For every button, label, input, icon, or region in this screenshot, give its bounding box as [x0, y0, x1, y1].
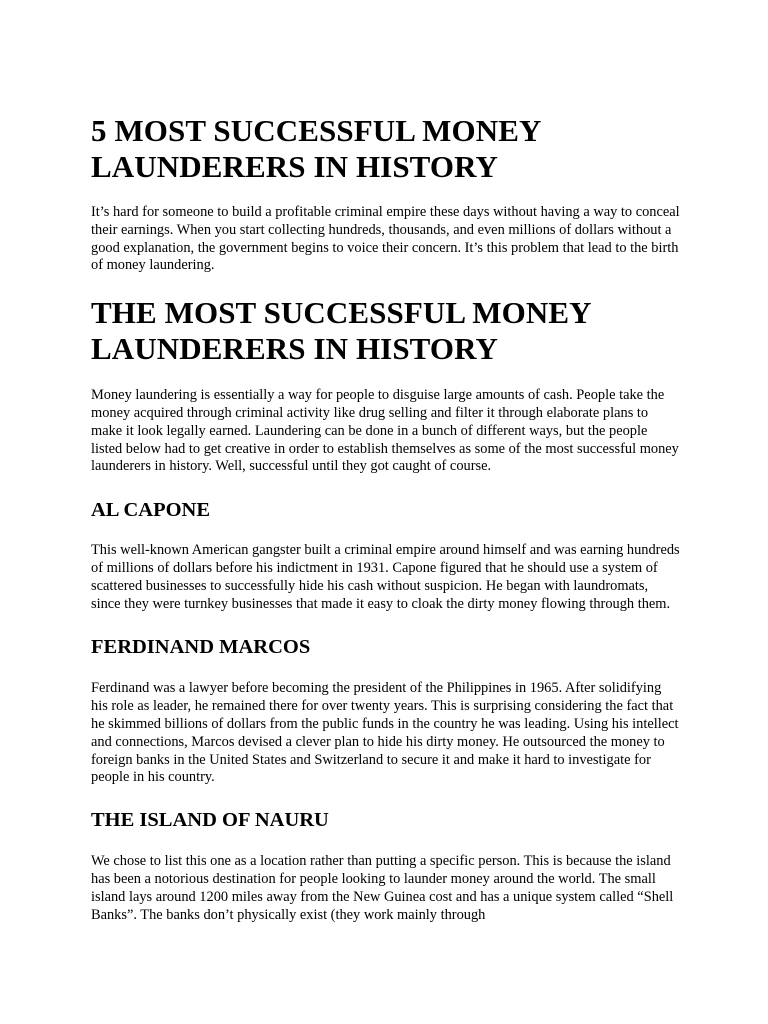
section-heading: THE MOST SUCCESSFUL MONEY LAUNDERERS IN HISTORY [91, 295, 591, 367]
entry-heading-al-capone: AL CAPONE [91, 499, 211, 522]
document-title: 5 MOST SUCCESSFUL MONEY LAUNDERERS IN HISTORY [91, 113, 541, 184]
entry-paragraph-al-capone: This well-known American gangster built a criminal empire around himself and was earning hundreds of millions of dollars before his indictment in 1931. Capone figured that he should use a system of scattered businesses to successfully hide his cash without suspicion. He began with laundromats, since they were turnkey businesses that made it easy to cloak the dirty money flowing through them. [91, 542, 680, 612]
entry-paragraph-ferdinand-marcos: Ferdinand was a lawyer before becoming the president of the Philippines in 1965. After solidifying his role as leader, he remained there for over twenty years. This is surprising considering the fact that he skimmed billions of dollars from the public funds in the country he was leading. Using his intellect and connections, Marcos devised a clever plan to hide his dirty money. He outsourced the money to foreign banks in the United States and Switzerland to secure it and make it hard to investigate for people in his country. [91, 680, 679, 786]
document-page [91, 113, 681, 924]
intro-paragraph: It’s hard for someone to build a profitable criminal empire these days without having a way to conceal their earnings. When you start collecting hundreds, thousands, and even millions of dollars without a good explanation, the government begins to voice their concern. It’s this problem that lead to the birth of money laundering. [91, 204, 680, 274]
entry-heading-island-of-nauru: THE ISLAND OF NAURU [91, 809, 329, 832]
section-paragraph: Money laundering is essentially a way for people to disguise large amounts of cash. People take the money acquired through criminal activity like drug selling and filter it through elaborate plans to make it look legally earned. Laundering can be done in a bunch of different ways, but the people listed below had to get creative in order to establish themselves as some of the most successful money launderers in history. Well, successful until they got caught of course. [91, 387, 679, 475]
entry-heading-ferdinand-marcos: FERDINAND MARCOS [91, 636, 311, 659]
entry-paragraph-island-of-nauru: We chose to list this one as a location rather than putting a specific person. This is because the island has been a notorious destination for people looking to launder money around the world. The small island lays around 1200 miles away from the New Guinea cost and has a unique system called “Shell Banks”. The banks don’t physically exist (they work mainly through [91, 853, 674, 923]
